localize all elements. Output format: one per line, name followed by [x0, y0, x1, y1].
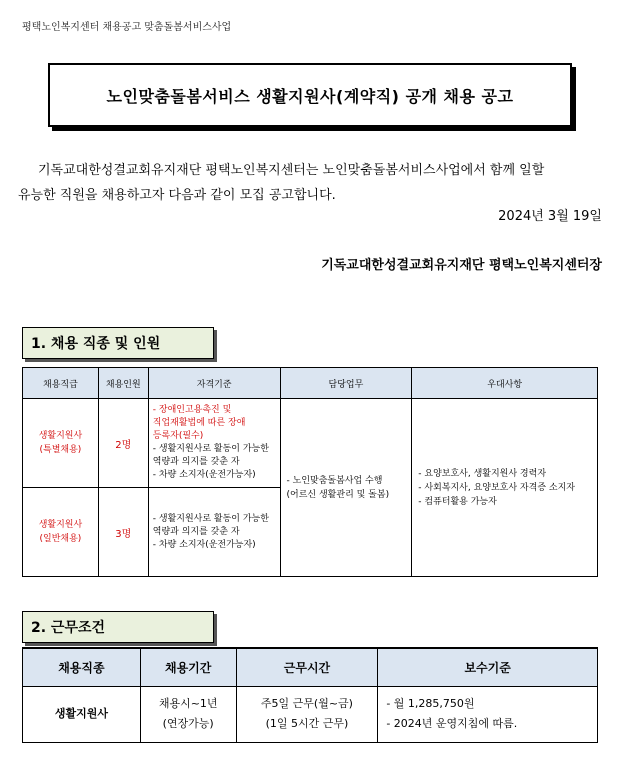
- duty-line: (어르신 생활관리 및 돌봄): [286, 489, 390, 500]
- section-2-heading: 2. 근무조건: [22, 611, 214, 643]
- period-line: 채용시~1년: [158, 697, 218, 710]
- job-type-cell: 생활지원사: [23, 686, 141, 742]
- pref-line: - 사회복지사, 요양보호사 자격증 소지자: [418, 482, 575, 493]
- pay-cell: [378, 686, 598, 742]
- header-preference: 우대사항: [412, 368, 598, 399]
- preference-cell: [412, 399, 598, 577]
- header-period: 채용기간: [140, 648, 236, 686]
- job-grade-label: 생활지원사: [38, 520, 83, 530]
- headcount-cell: 3명: [98, 488, 148, 577]
- job-type-label: (일반채용): [39, 534, 82, 544]
- pref-line: - 요양보호사, 생활지원사 경력자: [418, 468, 547, 479]
- job-grade-cell: [23, 488, 99, 577]
- header-line: 평택노인복지센터 채용공고 맞춤돌봄서비스사업: [22, 22, 232, 33]
- header-qualification: 자격기준: [148, 368, 280, 399]
- pref-line: - 컴퓨터활용 가능자: [418, 496, 497, 507]
- announcement-date: 2024년 3월 19일: [498, 209, 602, 224]
- work-conditions-table: [22, 647, 598, 743]
- pay-line: - 월 1,285,750원: [386, 697, 475, 710]
- pay-line: - 2024년 운영지침에 따름.: [386, 717, 518, 730]
- job-type-label: (특별채용): [39, 445, 82, 455]
- headcount-cell: 2명: [98, 399, 148, 488]
- header-job-type: 채용직종: [23, 648, 141, 686]
- header-job-grade: 채용직급: [23, 368, 99, 399]
- qual-line: - 차량 소지자(운전가능자): [152, 539, 256, 550]
- recruitment-table: [22, 367, 598, 577]
- duty-line: - 노인맞춤돌봄사업 수행: [286, 475, 383, 486]
- qualification-cell: [148, 488, 280, 577]
- qual-line: 직업재활법에 따른 장애: [152, 418, 246, 428]
- organization-signature: 기독교대한성결교회유지재단 평택노인복지센터장: [321, 258, 602, 273]
- job-grade-label: 생활지원사: [38, 431, 83, 441]
- intro-line-1: 기독교대한성결교회유지재단 평택노인복지센터는 노인맞춤돌봄서비스사업에서 함께 일할: [38, 163, 545, 178]
- qual-line: 등록자(필수): [152, 431, 204, 441]
- intro-line-2: 유능한 직원을 채용하고자 다음과 같이 모집 공고합니다.: [18, 188, 336, 203]
- qual-line: 역량과 의지를 갖춘 자: [152, 457, 240, 467]
- recruitment-table-header: [23, 368, 598, 399]
- header-hours: 근무시간: [236, 648, 378, 686]
- qual-line: 역량과 의지를 갖춘 자: [152, 526, 240, 537]
- section-1-heading: 1. 채용 직종 및 인원: [22, 327, 214, 359]
- hours-cell: [236, 686, 378, 742]
- qual-line: - 장애인고용촉진 및: [152, 405, 232, 415]
- hours-line: (1일 5시간 근무): [265, 717, 349, 730]
- duty-cell: [280, 399, 412, 577]
- period-line: (연장가능): [162, 717, 214, 730]
- period-cell: [140, 686, 236, 742]
- work-conditions-header: [23, 648, 598, 686]
- qual-line: - 생활지원사로 활동이 가능한: [152, 513, 269, 524]
- header-pay: 보수기준: [378, 648, 598, 686]
- intro-paragraph: [18, 158, 602, 208]
- title-box: [48, 63, 572, 127]
- qual-line: - 차량 소지자(운전가능자): [152, 470, 256, 480]
- qual-line: - 생활지원사로 활동이 가능한: [152, 444, 269, 454]
- page-title: 노인맞춤돌봄서비스 생활지원사(계약직) 공개 채용 공고: [106, 86, 514, 106]
- header-duty: 담당업무: [280, 368, 412, 399]
- hours-line: 주5일 근무(월~금): [260, 697, 353, 710]
- qualification-cell: [148, 399, 280, 488]
- table-row: [23, 399, 598, 488]
- header-headcount: 채용인원: [98, 368, 148, 399]
- job-grade-cell: [23, 399, 99, 488]
- table-row: [23, 686, 598, 742]
